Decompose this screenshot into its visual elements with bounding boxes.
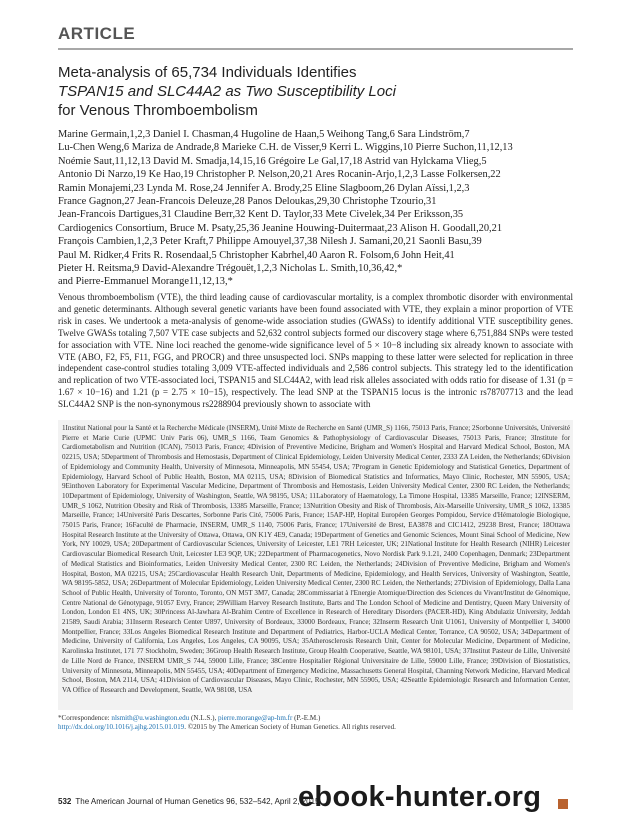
page-footer (58, 797, 320, 806)
author-line: Paul M. Ridker,4 Frits R. Rosendaal,5 Christopher Kabrhel,40 Aaron R. Folsom,6 John Heit,41 (58, 249, 455, 261)
title-divider (58, 48, 573, 50)
copyright-text: . ©2015 by The American Society of Human Genetics. All rights reserved. (184, 723, 396, 732)
journal-citation: The American Journal of Human Genetics 96, 532–542, April 2, 2015 (75, 797, 320, 806)
author-line: Jean-Francois Dartigues,31 Claudine Berr,32 Kent D. Taylor,33 Mete Civelek,34 Per Eriksson,35 (58, 209, 464, 221)
correspondence-prefix: *Correspondence: (58, 714, 112, 722)
author-line: and Pierre-Emmanuel Morange11,12,13,* (58, 276, 233, 288)
correspondence-block (58, 714, 573, 733)
author-line: Noémie Saut,11,12,13 David M. Smadja,14,15,16 Grégoire Le Gal,17,18 Astrid van Hylckama Vlieg,5 (58, 155, 487, 167)
section-label: ARTICLE (58, 24, 136, 43)
title-line-2: TSPAN15 and SLC44A2 as Two Susceptibility Loci (58, 83, 396, 100)
author-line: Cardiogenics Consortium, Bruce M. Psaty,25,36 Jeanine Houwing-Duitermaat,23 Alison H. Goodall,20,21 (58, 222, 503, 234)
author-list (58, 128, 578, 289)
watermark-text: ebook-hunter.org (298, 781, 542, 813)
doi-link[interactable]: http://dx.doi.org/10.1016/j.ajhg.2015.01.019 (58, 723, 185, 732)
author-line: Pieter H. Reitsma,9 David-Alexandre Trégouët,1,2,3 Nicholas L. Smith,10,36,42,* (58, 263, 403, 275)
title-line-1: Meta-analysis of 65,734 Individuals Identifies (58, 64, 357, 81)
page-number: 532 (58, 797, 72, 806)
abstract-text: Venous thromboembolism (VTE), the third leading cause of cardiovascular mortality, is a complex thrombotic disorder with environmental and genetic determinants. Although several genetic variants have been found associated with VTE, they explain a minor proportion of VTE risk in cases. We undertook a meta-analysis of genome-wide association studies (GWASs) to identify additional VTE susceptibility genes. Twelve GWASs totaling 7,507 VTE case subjects and 52,632 control subjects formed our discovery stage where 6,751,884 SNPs were tested for association with VTE. Nine loci reached the genome-wide significance level of 5 × 10−8 including six already known to associate with VTE (ABO, F2, F5, F11, FGG, and PROCR) and three unsuspected loci. SNPs mapping to these latter were selected for replication in three independent case-control studies totaling 3,009 VTE-affected individuals and 2,586 control subjects. This strategy led to the identification and replication of two VTE-associated loci, TSPAN15 and SLC44A2, with lead risk alleles associated with odds ratio for disease of 1.31 (p = 1.67 × 10−16) and 1.21 (p = 2.75 × 10−15), respectively. The lead SNP at the TSPAN15 locus is the intronic rs78707713 and the lead SLC44A2 SNP is the non-synonymous rs2288904 previously shown to associate with (58, 292, 573, 410)
author-line: Lu-Chen Weng,6 Mariza de Andrade,8 Marieke C.H. de Visser,9 Kerri L. Wiggins,10 Pierre Suchon,11,12,13 (58, 142, 513, 154)
author-line: Antonio Di Narzo,19 Ke Hao,19 Christopher P. Nelson,20,21 Ares Rocanin-Arjo,1,2,3 Lasse Folkersen,22 (58, 169, 501, 181)
correspondence-suffix: (P.-E.M.) (292, 714, 321, 722)
author-line: Ramin Monajemi,23 Lynda M. Rose,24 Jennifer A. Brody,25 Eline Slagboom,26 Dylan Aïssi,1,2,3 (58, 182, 470, 194)
author-line: France Gagnon,27 Jean-Francois Deleuze,28 Panos Deloukas,29,30 Christophe Tzourio,31 (58, 196, 437, 208)
author-line: François Cambien,1,2,3 Peter Kraft,7 Philippe Amouyel,37,38 Nilesh J. Samani,20,21 Saonli Basu,39 (58, 236, 482, 248)
publisher-logo-icon (558, 799, 568, 809)
email-link-2[interactable]: pierre.morange@ap-hm.fr (218, 714, 293, 722)
correspondence-mid: (N.L.S.), (189, 714, 219, 722)
email-link-1[interactable]: nlsmith@u.washington.edu (111, 714, 190, 722)
article-title (58, 63, 573, 120)
author-line: Marine Germain,1,2,3 Daniel I. Chasman,4 Hugoline de Haan,5 Weihong Tang,6 Sara Lindström,7 (58, 129, 470, 140)
affiliations-text: 1Institut National pour la Santé et la Recherche Médicale (INSERM), Unité Mixte de Recherche en Santé (UMR_S) 1166, 75013 Paris, France; 2Sorbonne Universités, Université Pierre et Marie Curie (UPMC Univ Paris 06), UMR_S 1166, Team Genomics & Pathophysiology of Cardiovascular Diseases, 75013 Paris, France; 3Institute for Cardiometabolism and Nutrition (ICAN), 75013 Paris, France; 4Division of Preventive Medicine, Brigham and Women's Hospital and Harvard Medical School, Boston, MA 02215, USA; 5Department of Thrombosis and Hemostasis, Department of Clinical Epidemiology, Leiden University Medical Center, 2333 ZA Leiden, the Netherlands; 6Division of Epidemiology and Community Health, University of Minnesota, Minneapolis, MN 55454, USA; 7Program in Genetic Epidemiology and Statistical Genetics, Department of Epidemiology, Harvard School of Public Health, Boston, MA 02115, USA; 8Division of Biomedical Statistics and Informatics, Mayo Clinic, Rochester, MN 55905, USA; 9Einthoven Laboratory for Experimental Vascular Medicine, Department of Thrombosis and Hemostasis, Leiden University Medical Center, 2300 RC Leiden, the Netherlands; 10Department of Epidemiology, University of Washington, Seattle, WA 98195, USA; 11Laboratory of Haematology, La Timone Hospital, 13385 Marseille, France; 12INSERM, UMR_S 1062, Nutrition Obesity and Risk of Thrombosis, 13385 Marseille, France; 13Nutrition Obesity and Risk of Thrombosis, Aix-Marseille University, UMR_S 1062, 13385 Marseille, France; 14Université Paris Descartes, Sorbonne Paris Cité, 75006 Paris, France; 15AP-HP, Hopital Européen Georges Pompidou, Service d'Hématologie Biologique, 75015 Paris, France; 16Faculté de Pharmacie, INSERM, UMR_S 1140, 75006 Paris, France; 17Université de Brest, EA3878 and CIC1412, 29238 Brest, France; 18Ottawa Hospital Research Institute at the University of Ottawa, Ottawa, ON K1Y 4E9, Canada; 19Department of Genetics and Genomic Sciences, Mount Sinai School of Medicine, New York, NY 10029, USA; 20Department of Cardiovascular Sciences, University of Leicester, LE1 7RH Leicester, UK; 21National Institute for Health Research (NIHR) Leicester Cardiovascular Biomedical Research Unit, Leicester LE3 9QP, UK; 22Department of Pharmacogenetics, Novo Nordisk Park 9.1.21, 2400 Copenhagen, Denmark; 23Department of Medical Statistics and Bioinformatics, Leiden University Medical Center, 2300 RC Leiden, the Netherlands; 24Division of Preventive Medicine, Brigham and Women's Hospital, Boston, MA 02215, USA; 25Cardiovascular Health Research Unit, Departments of Medicine, Epidemiology, and Health Services, University of Washington, Seattle, WA 98195-5852, USA; 26Department of Molecular Epidemiology, Leiden University Medical Center, 2300 RC Leiden, the Netherlands; 27Division of Epidemiology, Dalla Lana School of Public Health, University of Toronto, Toronto, ON M5T 3M7, Canada; 28Commissariat à l'Energie Atomique/Direction des Sciences du Vivant/Institut de Génomique, Centre National de Génotypage, 91057 Evry, France; 29William Harvey Research Institute, Barts and The London School of Medicine and Dentistry, Queen Mary University of London, London E1 4NS, UK; 30Princess Al-Jawhara Al-Brahim Centre of Excellence in Research of Hereditary Disorders (PACER-HD), King Abdulaziz University, Jeddah 21589, Saudi Arabia; 31Inserm Research Center U897, University of Bordeaux, 33000 Bordeaux, France; 32Inserm Research Unit U1061, University of Montpellier I, 34000 Montpellier, France; 33Los Angeles Biomedical Research Institute and Department of Pediatrics, Harbor-UCLA Medical Center, Torrance, CA 90502, USA; 34Department of Medicine, University of California, Los Angeles, Los Angeles, CA 90095, USA; 35Atherosclerosis Research Unit, Center for Molecular Medicine, Department of Medicine, Karolinska Institutet, 171 77 Stockholm, Sweden; 36Group Health Research Institute, Group Health Cooperative, Seattle, WA 98101, USA; 37Institut Pasteur de Lille, Université de Lille Nord de France, INSERM UMR_S 744, 59000 Lille, France; 38Centre Hospitalier Régional Universitaire de Lille, 59000 Lille, France; 39Division of Biostatistics, University of Minnesota, Minneapolis, MN 55455, USA; 40Department of Emergency Medicine, Massachusetts General Hospital, Channing Network Medicine, Harvard Medical School, Boston, MA 2114, USA; 41Division of Cardiovascular Diseases, Mayo Clinic, Rochester, MN 55905, USA; 42Seattle Epidemiologic Research and Information Center, VA Office of Research and Development, Seattle, WA 98108, USA (62, 424, 570, 694)
title-line-3: for Venous Thromboembolism (58, 102, 258, 119)
